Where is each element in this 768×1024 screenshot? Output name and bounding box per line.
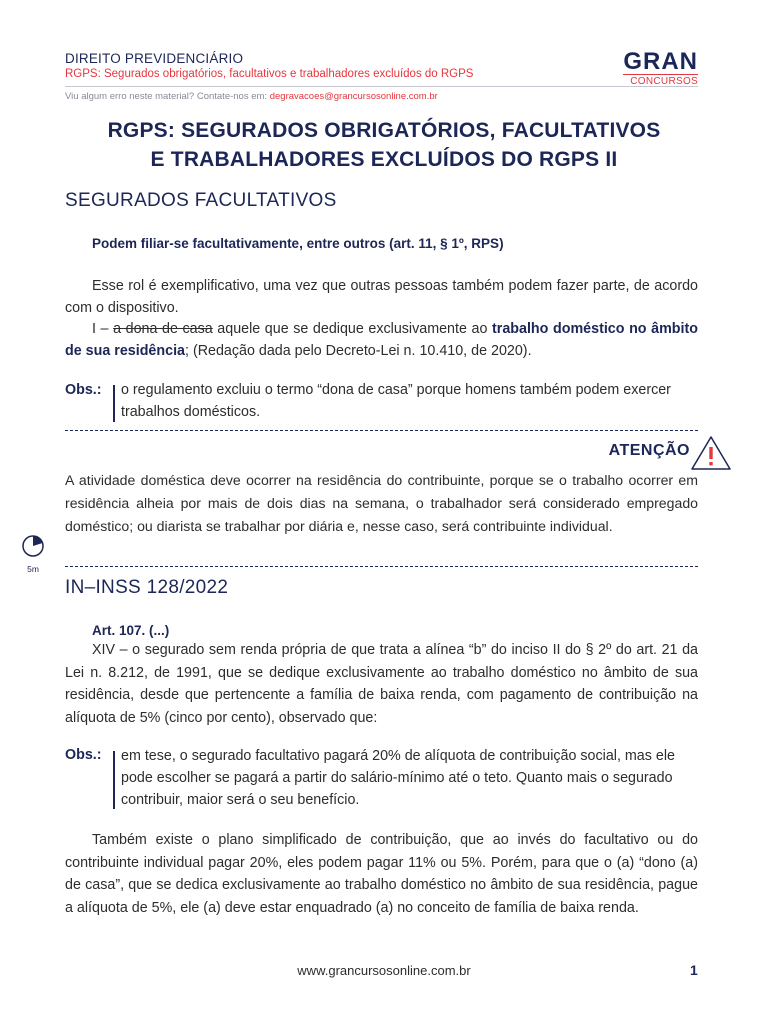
- header-contact: [65, 91, 438, 102]
- header-topic: RGPS: Segurados obrigatórios, facultativos e trabalhadores excluídos do RGPS: [65, 68, 474, 80]
- timer-marker: [20, 534, 46, 574]
- page-number: 1: [690, 962, 698, 978]
- item-mid-text: aquele que se dedique exclusivamente ao: [212, 321, 492, 337]
- obs-label-1: Obs.:: [65, 382, 102, 398]
- section-subheading: Podem filiar-se facultativamente, entre outros (art. 11, § 1º, RPS): [92, 236, 504, 251]
- logo-sub-text: CONCURSOS: [623, 74, 698, 87]
- paragraph-item-i: [65, 319, 698, 362]
- attention-top-divider: [65, 430, 698, 431]
- article-label: Art. 107. (...): [92, 623, 170, 638]
- item-prefix: I –: [92, 321, 114, 337]
- obs-bar-1: [113, 385, 115, 422]
- page-title: [40, 116, 728, 174]
- obs-text-2: em tese, o segurado facultativo pagará 20% de alíquota de contribuição social, mas ele pode escolher se pagará a partir do salário-mínimo até o teto. Quanto mais o segurado contribuir, maior será o seu benefício.: [121, 748, 675, 808]
- contact-prefix: Viu algum erro neste material? Contate-nos em:: [65, 91, 270, 102]
- attention-text: A atividade doméstica deve ocorrer na residência do contribuinte, porque se o trabalho ocorrer em residência alheia por mais de dois dias na semana, o trabalhador será considerado empregado doméstico; ou diarista se trabalhar por diária e, nesse caso, será contribuinte individual.: [65, 472, 698, 534]
- header-divider: [65, 86, 698, 87]
- section-heading-facultativos: SEGURADOS FACULTATIVOS: [65, 190, 337, 211]
- title-line-1: RGPS: SEGURADOS OBRIGATÓRIOS, FACULTATIVOS: [107, 119, 661, 142]
- attention-label: ATENÇÃO: [608, 442, 690, 459]
- logo-main-text: GRAN: [623, 48, 698, 75]
- obs-bar-2: [113, 751, 115, 809]
- paragraph-plano-simplificado: Também existe o plano simplificado de contribuição, que ao invés do facultativo ou do contribuinte individual pagar 20%, eles podem pagar 11% ou 5%. Porém, para que o (a) “dono (a) de casa”, que se dedica exclusivamente ao trabalho doméstico no âmbito de sua residência, pague a alíquota de 5%, ele (a) deve estar enquadrado (a) no conceito de família de baixa renda.: [65, 832, 698, 916]
- title-line-2: E TRABALHADORES EXCLUÍDOS DO RGPS II: [150, 148, 618, 171]
- item-end-text: ; (Redação dada pelo Decreto-Lei n. 10.410, de 2020).: [185, 342, 532, 359]
- item-bold-text: trabalho doméstico no âmbito de sua residência: [65, 321, 698, 359]
- clock-icon: [20, 534, 46, 558]
- timer-label: 5m: [27, 564, 39, 574]
- section-heading-in-inss: IN–INSS 128/2022: [65, 577, 229, 598]
- paragraph-exemplificativo: Esse rol é exemplificativo, uma vez que outras pessoas também podem fazer parte, de acordo com o dispositivo.: [65, 278, 698, 316]
- header-subject: DIREITO PREVIDENCIÁRIO: [65, 51, 244, 66]
- paragraph-xiv: XIV – o segurado sem renda própria de que trata a alínea “b” do inciso II do § 2º do art. 21 da Lei n. 8.212, de 1991, que se dedique exclusivamente ao trabalho doméstico no âmbito de sua residência, desde que pertencente a família de baixa renda, com pagamento de contribuição na alíquota de 5% (cinco por cento), observado que:: [65, 642, 698, 726]
- gran-logo: [623, 48, 698, 87]
- obs-label-2: Obs.:: [65, 747, 102, 763]
- obs-text-1: o regulamento excluiu o termo “dona de casa” porque homens também podem exercer trabalhos domésticos.: [121, 382, 671, 420]
- footer-url-link[interactable]: www.grancursosonline.com.br: [297, 963, 471, 978]
- attention-bottom-divider: [65, 566, 698, 567]
- contact-email-link[interactable]: degravacoes@grancursosonline.com.br: [269, 91, 438, 102]
- item-struck-text: a dona de casa: [113, 321, 213, 337]
